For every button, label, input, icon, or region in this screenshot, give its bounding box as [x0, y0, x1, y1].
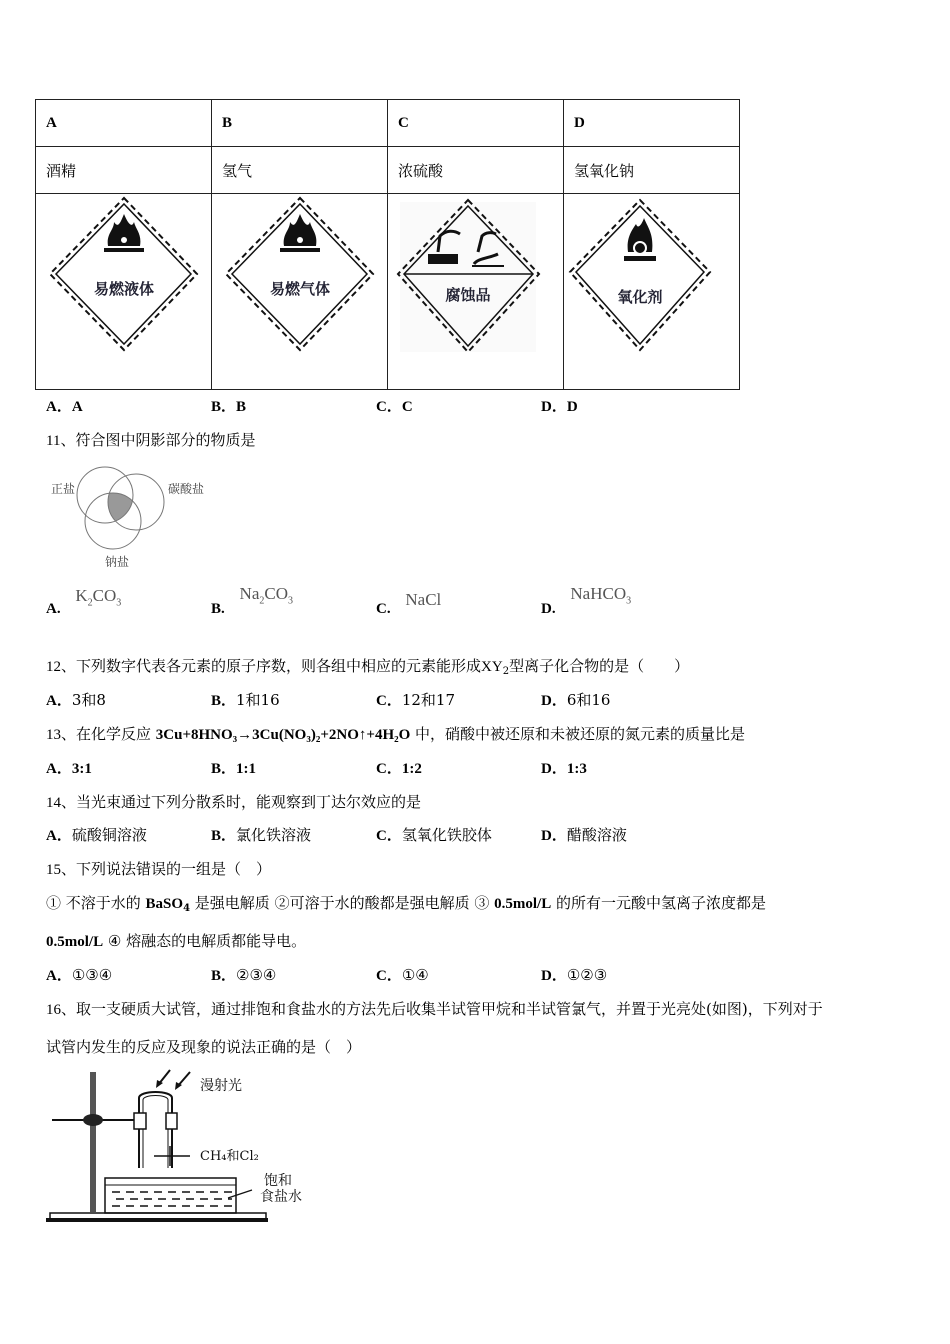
formula-nahco3: NaHCO$_3$	[570, 584, 632, 607]
q15-stem: 15、下列说法错误的一组是（ ）	[46, 860, 272, 878]
q14-option-d[interactable]: D．醋酸溶液	[541, 826, 627, 844]
q11-option-a[interactable]: A. $K_2CO_3$	[46, 586, 122, 617]
q13-option-d[interactable]: D．1:3	[541, 761, 587, 777]
sign-cell-a	[36, 194, 212, 390]
corrosive-sign	[388, 194, 563, 354]
q10-option-b[interactable]: B．B	[211, 399, 247, 415]
q14-option-c[interactable]: C．氢氧化铁胶体	[376, 826, 492, 844]
q13-stem: 13、在化学反应 3Cu+8HNO₃→3Cu(NO₃)₂+2NO↑+4H₂O 中，硝酸中被还原和未被还原的氮元素的质量比是	[46, 725, 746, 743]
venn-label-carbonate: 碳酸盐	[168, 482, 205, 496]
formula-k2co3: $K_2CO_3$	[75, 586, 122, 609]
hazard-table	[35, 99, 740, 390]
label-ch4-cl2: CH₄和Cl₂	[200, 1149, 259, 1164]
formula-nacl: NaCl	[405, 590, 442, 609]
q15-option-b[interactable]: B．②③④	[211, 966, 277, 984]
q11-option-b[interactable]: B. $Na_2CO_3$	[211, 584, 293, 617]
q11-option-d[interactable]: D. NaHCO$_3$	[541, 584, 632, 617]
chemical-equation: 3Cu+8HNO₃→3Cu(NO₃)₂+2NO↑+4H₂O	[155, 727, 411, 743]
venn-label-sodium-salt: 钠盐	[105, 555, 130, 569]
q12-option-b[interactable]: B．1和16	[211, 691, 280, 709]
label-saturated: 饱和	[264, 1173, 292, 1189]
substance-c: 浓硫酸	[388, 147, 564, 194]
sign-cell-d	[564, 194, 740, 390]
svg-text:易燃液体: 易燃液体	[93, 280, 155, 298]
q14-option-a[interactable]: A．硫酸铜溶液	[46, 826, 147, 844]
q15-statements-line2: 0.5mol/L ④ 熔融态的电解质都能导电。	[46, 932, 307, 950]
formula-na2co3: $Na_2CO_3$	[239, 584, 293, 607]
q12-option-c[interactable]: C．12和17	[376, 691, 456, 709]
q13-option-b[interactable]: B．1:1	[211, 761, 257, 777]
q13-option-a[interactable]: A．3:1	[46, 761, 92, 777]
header-d: D	[564, 100, 740, 147]
flammable-gas-sign	[212, 194, 387, 354]
q15-option-c[interactable]: C．①④	[376, 966, 429, 984]
q12-option-d[interactable]: D．6和16	[541, 691, 611, 709]
q14-stem: 14、当光束通过下列分散系时，能观察到丁达尔效应的是	[46, 793, 422, 811]
stand-rod	[90, 1072, 96, 1212]
q16-stem-line2: 试管内发生的反应及现象的说法正确的是（ ）	[46, 1038, 362, 1056]
venn-diagram	[45, 462, 215, 572]
substance-a: 酒精	[36, 147, 212, 194]
header-b: B	[212, 100, 388, 147]
substance-b: 氢气	[212, 147, 388, 194]
trough	[105, 1178, 236, 1213]
q12-option-a[interactable]: A．3和8	[46, 691, 106, 709]
q12-stem: 12、下列数字代表各元素的原子序数，则各组中相应的元素能形成$XY_2$型离子化合物的是（ ）	[46, 657, 690, 677]
svg-text:易燃气体: 易燃气体	[269, 280, 331, 298]
venn-label-normal-salt: 正盐	[51, 482, 76, 496]
oxidizer-sign	[564, 194, 739, 354]
sign-cell-b	[212, 194, 388, 390]
q15-statements-line1: ① 不溶于水的 BaSO$_4$ 是强电解质 ②可溶于水的酸都是强电解质 ③ 0.5mol/L 的所有一元酸中氢离子浓度都是	[46, 894, 766, 914]
q10-option-a[interactable]: A．A	[46, 399, 83, 415]
sign-cell-c	[388, 194, 564, 390]
oxidizer-icon	[624, 218, 656, 261]
q10-option-d[interactable]: D．D	[541, 399, 578, 415]
q15-option-d[interactable]: D．①②③	[541, 966, 608, 984]
apparatus-figure	[42, 1068, 342, 1228]
header-c: C	[388, 100, 564, 147]
q13-option-c[interactable]: C．1:2	[376, 761, 422, 777]
q10-option-c[interactable]: C．C	[376, 399, 413, 415]
svg-text:腐蚀品: 腐蚀品	[445, 286, 491, 304]
substance-d: 氢氧化钠	[564, 147, 740, 194]
flammable-liquid-sign	[36, 194, 211, 354]
label-brine: 食盐水	[260, 1189, 302, 1205]
clamp-icon	[83, 1114, 103, 1126]
q16-stem-line1: 16、取一支硬质大试管，通过排饱和食盐水的方法先后收集半试管甲烷和半试管氯气，并置于光亮处(如图)，下列对于	[46, 1000, 823, 1018]
q15-option-a[interactable]: A．①③④	[46, 966, 113, 984]
header-a: A	[36, 100, 212, 147]
svg-text:氧化剂: 氧化剂	[617, 288, 663, 306]
q11-stem: 11、符合图中阴影部分的物质是	[46, 431, 256, 449]
q11-option-c[interactable]: C. NaCl	[376, 590, 442, 617]
label-diffuse-light: 漫射光	[200, 1078, 242, 1094]
q14-option-b[interactable]: B．氯化铁溶液	[211, 826, 312, 844]
